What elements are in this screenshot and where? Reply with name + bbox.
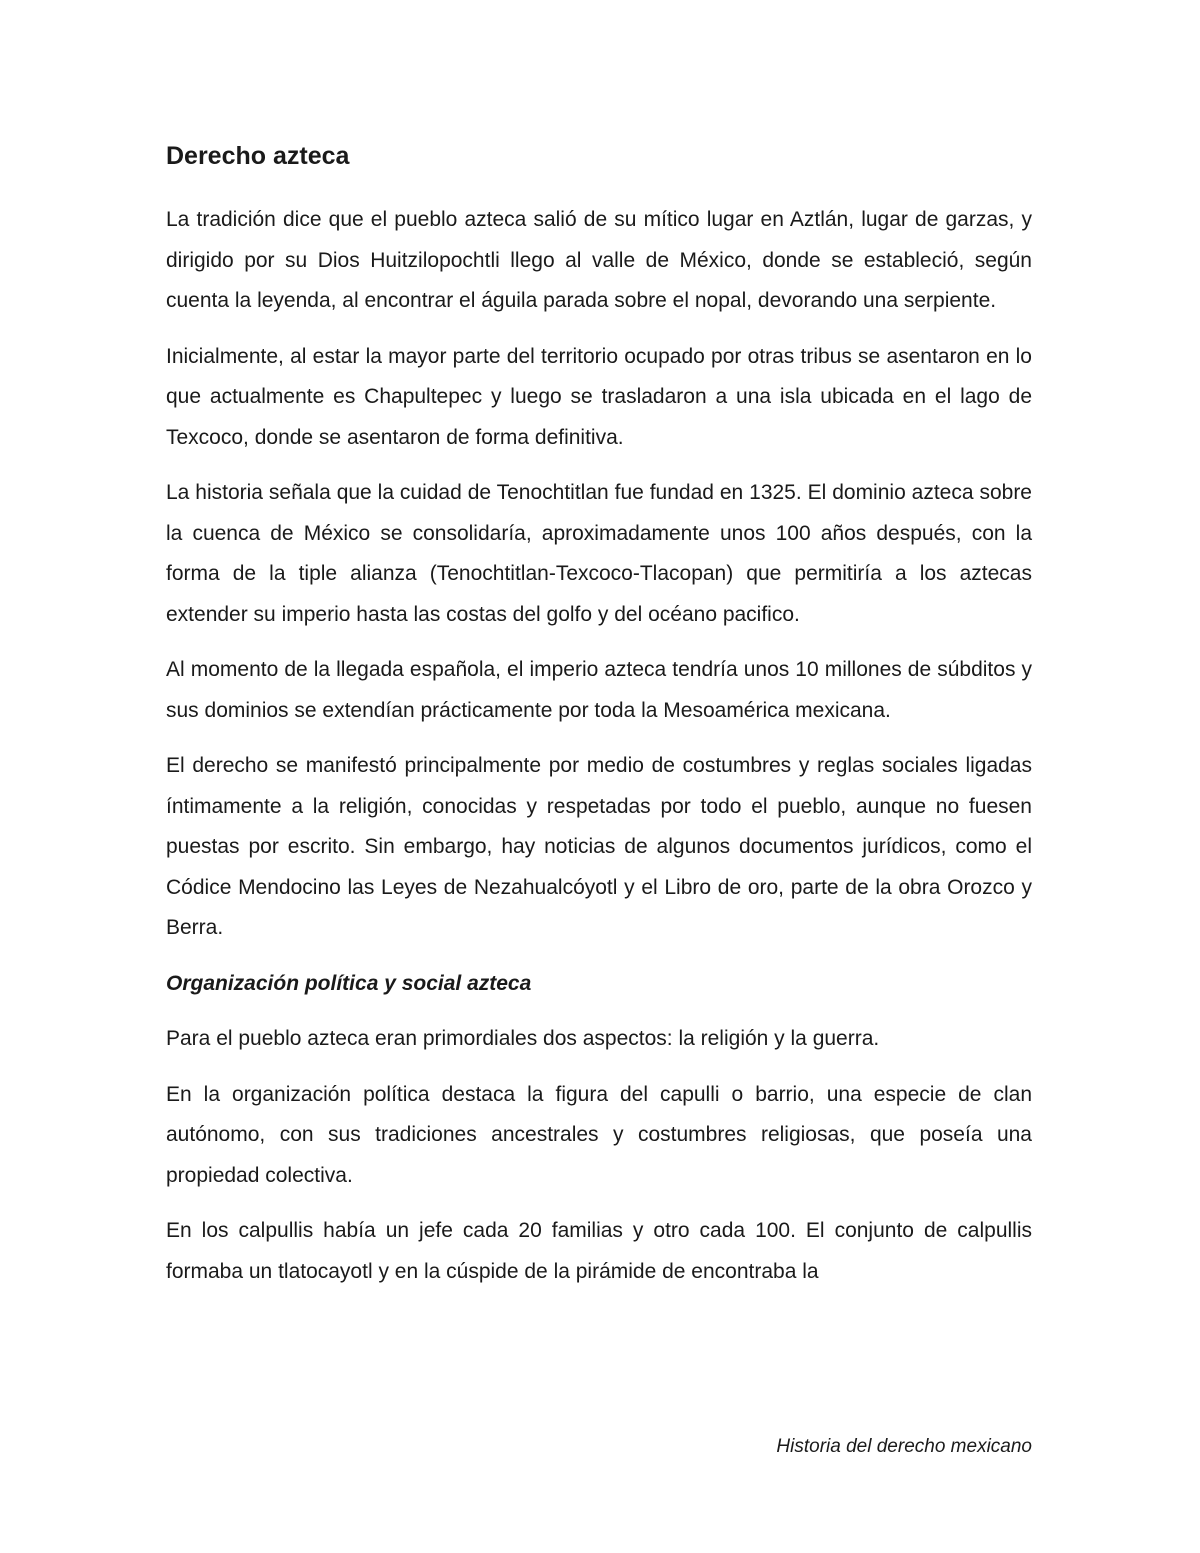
paragraph: El derecho se manifestó principalmente por medio de costumbres y reglas sociales ligadas íntimamente a la religión, conocidas y respetadas por todo el pueblo, aunque no fuesen puestas por escrito. Sin embargo, hay noticias de algunos documentos jurídicos, como el Códice Mendocino las Leyes de Nezahualcóyotl y el Libro de oro, parte de la obra Orozco y Berra. <box>166 754 1032 939</box>
page-footer: Historia del derecho mexicano <box>776 1436 1032 1457</box>
document-title: Derecho azteca <box>166 142 350 170</box>
paragraph: Para el pueblo azteca eran primordiales dos aspectos: la religión y la guerra. <box>166 1027 880 1050</box>
paragraph: En los calpullis había un jefe cada 20 familias y otro cada 100. El conjunto de calpullis formaba un tlatocayotl y en la cúspide de la pirámide de encontraba la <box>166 1219 1032 1283</box>
paragraph: La tradición dice que el pueblo azteca salió de su mítico lugar en Aztlán, lugar de garzas, y dirigido por su Dios Huitzilopochtli llego al valle de México, donde se estableció, según cuenta la leyenda, al encontrar el águila parada sobre el nopal, devorando una serpiente. <box>166 208 1032 312</box>
paragraph: Al momento de la llegada española, el imperio azteca tendría unos 10 millones de súbditos y sus dominios se extendían prácticamente por toda la Mesoamérica mexicana. <box>166 658 1032 722</box>
document-body <box>166 140 1032 1307</box>
paragraph: En la organización política destaca la figura del capulli o barrio, una especie de clan autónomo, con sus tradiciones ancestrales y costumbres religiosas, que poseía una propiedad colectiva. <box>166 1082 1032 1187</box>
paragraph: Inicialmente, al estar la mayor parte del territorio ocupado por otras tribus se asentaron en lo que actualmente es Chapultepec y luego se trasladaron a una isla ubicada en el lago de Texcoco, donde se asentaron de forma definitiva. <box>166 344 1032 449</box>
paragraph: La historia señala que la cuidad de Tenochtitlan fue fundad en 1325. El dominio azteca sobre la cuenca de México se consolidaría, aproximadamente unos 100 años después, con la forma de la tiple alianza (Tenochtitlan-Texcoco-Tlacopan) que permitiría a los aztecas extender su imperio hasta las costas del golfo y del océano pacifico. <box>166 481 1032 626</box>
section-subheading: Organización política y social azteca <box>166 971 532 995</box>
